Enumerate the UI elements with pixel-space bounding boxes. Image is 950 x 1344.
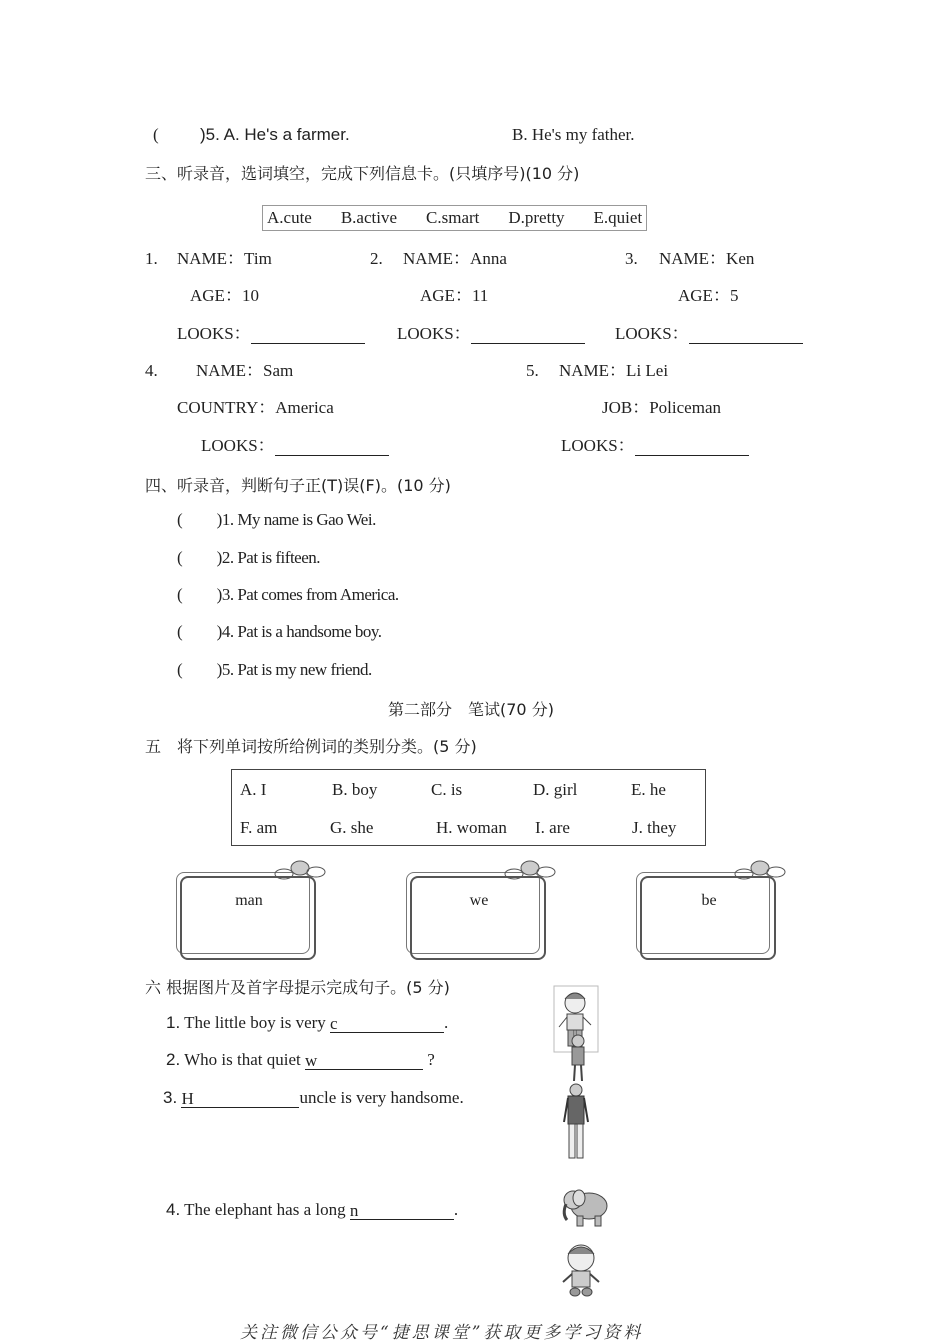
uncle-picture-icon (561, 1082, 591, 1162)
card5-job: JOB：Policeman (602, 398, 721, 417)
tf-item-1: ( )1. My name is Gao Wei. (177, 510, 376, 529)
card5-num: 5. (526, 361, 539, 380)
frame-label-man: man (235, 892, 263, 909)
card2-name: NAME：Anna (403, 249, 507, 268)
section3-options: A.cute B.active C.smart D.pretty E.quiet (262, 205, 647, 231)
card2-age: AGE：11 (420, 286, 489, 305)
word-j: J. they (632, 818, 677, 837)
word-g: G. she (330, 818, 374, 837)
card4-num: 4. (145, 361, 158, 380)
fill-item-2: 2. Who is that quiet w ? (166, 1050, 435, 1070)
card1-name: NAME：Tim (177, 249, 272, 268)
leaf-decoration-icon (272, 858, 328, 884)
tf-item-2: ( )2. Pat is fifteen. (177, 548, 321, 567)
frame-label-we: we (469, 892, 489, 909)
word-h: H. woman (436, 818, 507, 837)
tf-item-3: ( )3. Pat comes from America. (177, 585, 399, 604)
card3-num: 3. (625, 249, 638, 268)
card3-looks: LOOKS： (615, 324, 803, 344)
q5-option-a: )5. A. He's a farmer. (200, 125, 350, 144)
tf-item-4: ( )4. Pat is a handsome boy. (177, 622, 382, 641)
card2-looks: LOOKS： (397, 324, 585, 344)
card4-country: COUNTRY：America (177, 398, 334, 417)
card1-num: 1. (145, 249, 158, 268)
card5-looks: LOOKS： (561, 436, 749, 456)
elephant-picture-icon (559, 1182, 611, 1230)
word-box (231, 769, 706, 846)
leaf-decoration-icon (502, 858, 558, 884)
category-frame-we (406, 858, 556, 958)
fill-item-1: 1. The little boy is very c . (166, 1013, 449, 1033)
frame-label-be: be (701, 892, 717, 909)
card4-looks: LOOKS： (201, 436, 389, 456)
card2-num: 2. (370, 249, 383, 268)
section4-title: 四、听录音，判断句子正(T)误(F)。(10 分) (145, 476, 451, 495)
card3-age: AGE：5 (678, 286, 739, 305)
word-i: I. are (535, 818, 570, 837)
word-e: E. he (631, 780, 666, 799)
word-f: F. am (240, 818, 278, 837)
fill-item-3: 3. H uncle is very handsome. (163, 1088, 464, 1108)
card5-name: NAME：Li Lei (559, 361, 669, 380)
tf-item-5: ( )5. Pat is my new friend. (177, 660, 372, 679)
section6-title: 六 根据图片及首字母提示完成句子。(5 分) (145, 978, 450, 997)
fill-item-4: 4. The elephant has a long n . (166, 1200, 459, 1220)
word-d: D. girl (533, 780, 578, 799)
category-frame-be (636, 858, 786, 958)
quiet-woman-picture-icon (566, 1033, 590, 1083)
q5-paren: ( (153, 125, 159, 144)
category-frame-man (176, 858, 326, 958)
card3-name: NAME：Ken (659, 249, 755, 268)
card1-age: AGE：10 (190, 286, 259, 305)
card4-name: NAME：Sam (196, 361, 294, 380)
card1-looks: LOOKS： (177, 324, 365, 344)
part2-title: 第二部分 笔试(70 分) (388, 700, 554, 719)
word-b: B. boy (332, 780, 378, 799)
word-a: A. I (240, 780, 267, 799)
section3-title: 三、听录音，选词填空，完成下列信息卡。(只填序号)(10 分) (145, 164, 580, 183)
word-c: C. is (431, 780, 463, 799)
q5-option-b: B. He's my father. (512, 125, 635, 144)
footer-note: 关注微信公众号“捷思课堂”获取更多学习资料 (240, 1323, 644, 1343)
section5-title: 五 将下列单词按所给例词的类别分类。(5 分) (145, 737, 477, 756)
girl-picture-icon (557, 1240, 605, 1300)
leaf-decoration-icon (732, 858, 788, 884)
